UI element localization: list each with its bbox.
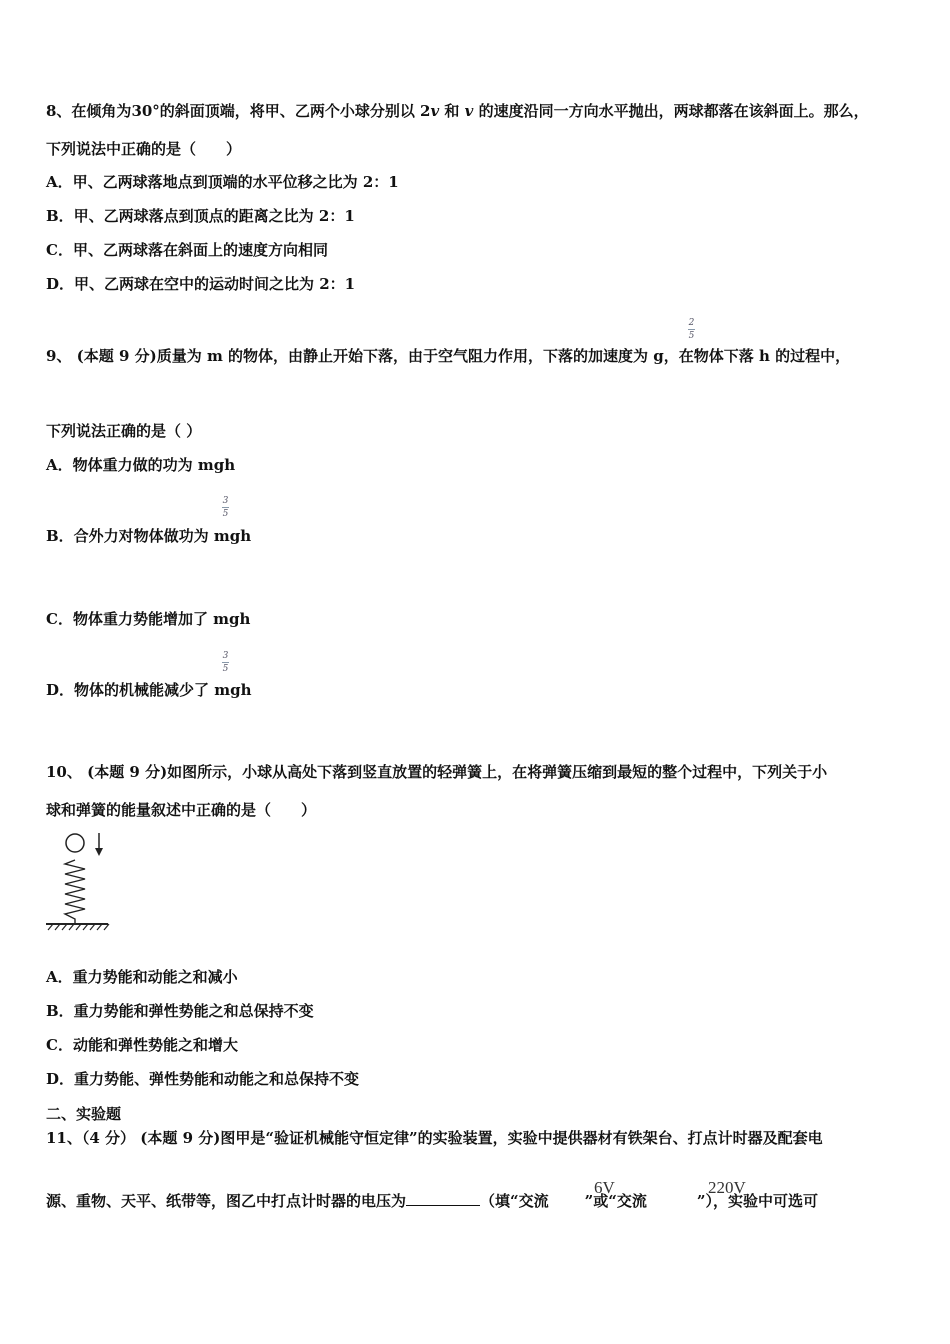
q9-stem-line2: 下列说法正确的是（ ） [46, 422, 202, 440]
q8-stem: 8、在倾角为30°的斜面顶端，将甲、乙两个小球分别以 2v 和 v 的速度沿同一方向水平抛出，两球都落在该斜面上。那么， [46, 102, 869, 120]
q9-stem: 9、 (本题 9 分)质量为 m 的物体，由静止开始下落，由于空气阻力作用，下落的加速度为 g，在物体下落 h 的过程中， [46, 347, 851, 365]
q11-voltage-220v: 220V [708, 1178, 746, 1197]
q8-option-c: C．甲、乙两球落在斜面上的速度方向相同 [46, 241, 328, 259]
q10-stem-line2: 球和弹簧的能量叙述中正确的是（ ） [46, 801, 317, 819]
q11-line2: 源、重物、天平、纸带等，图乙中打点计时器的电压为 （填“交流 ”或“交流 ”），实验中可选可 [46, 1192, 819, 1210]
section-title: 二、实验题 [46, 1105, 122, 1123]
q11-voltage-6v: 6V [594, 1178, 615, 1197]
q10-option-a: A．重力势能和动能之和减小 [46, 968, 238, 986]
q9-option-c: C．物体重力势能增加了 mgh [46, 610, 251, 628]
q10-option-c: C．动能和弹性势能之和增大 [46, 1036, 238, 1054]
spring-ball-figure [44, 830, 114, 935]
q8-option-b: B．甲、乙两球落点到顶点的距离之比为 2：1 [46, 207, 355, 225]
q10-option-b: B．重力势能和弹性势能之和总保持不变 [46, 1002, 314, 1020]
q9-fraction: 2 5 [688, 318, 695, 341]
ground-icon [46, 924, 109, 930]
q9-option-b: B．合外力对物体做功为 mgh [46, 527, 252, 545]
q10-stem: 10、 (本题 9 分)如图所示，小球从高处下落到竖直放置的轻弹簧上，在将弹簧压缩到最短的整个过程中，下列关于小 [46, 763, 828, 781]
q8-stem-line2: 下列说法中正确的是（ ） [46, 140, 242, 158]
q9-option-a: A．物体重力做的功为 mgh [46, 456, 236, 474]
q9-option-d-fraction: 3 5 [222, 651, 229, 674]
q11-stem: 11、（4 分） (本题 9 分)图甲是“验证机械能守恒定律”的实验装置，实验中提供器材有铁架台、打点计时器及配套电 [46, 1129, 823, 1147]
q8-option-d: D．甲、乙两球在空中的运动时间之比为 2：1 [46, 275, 356, 293]
ball-icon [66, 834, 84, 852]
q9-option-b-fraction: 3 5 [222, 496, 229, 519]
q8-option-a: A．甲、乙两球落地点到顶端的水平位移之比为 2：1 [46, 173, 399, 191]
q9-option-d: D．物体的机械能减少了 mgh [46, 681, 252, 699]
spring-icon [65, 860, 85, 923]
arrow-down-icon [95, 833, 103, 856]
q10-option-d: D．重力势能、弹性势能和动能之和总保持不变 [46, 1070, 360, 1088]
q11-answer-blank[interactable] [406, 1191, 480, 1206]
